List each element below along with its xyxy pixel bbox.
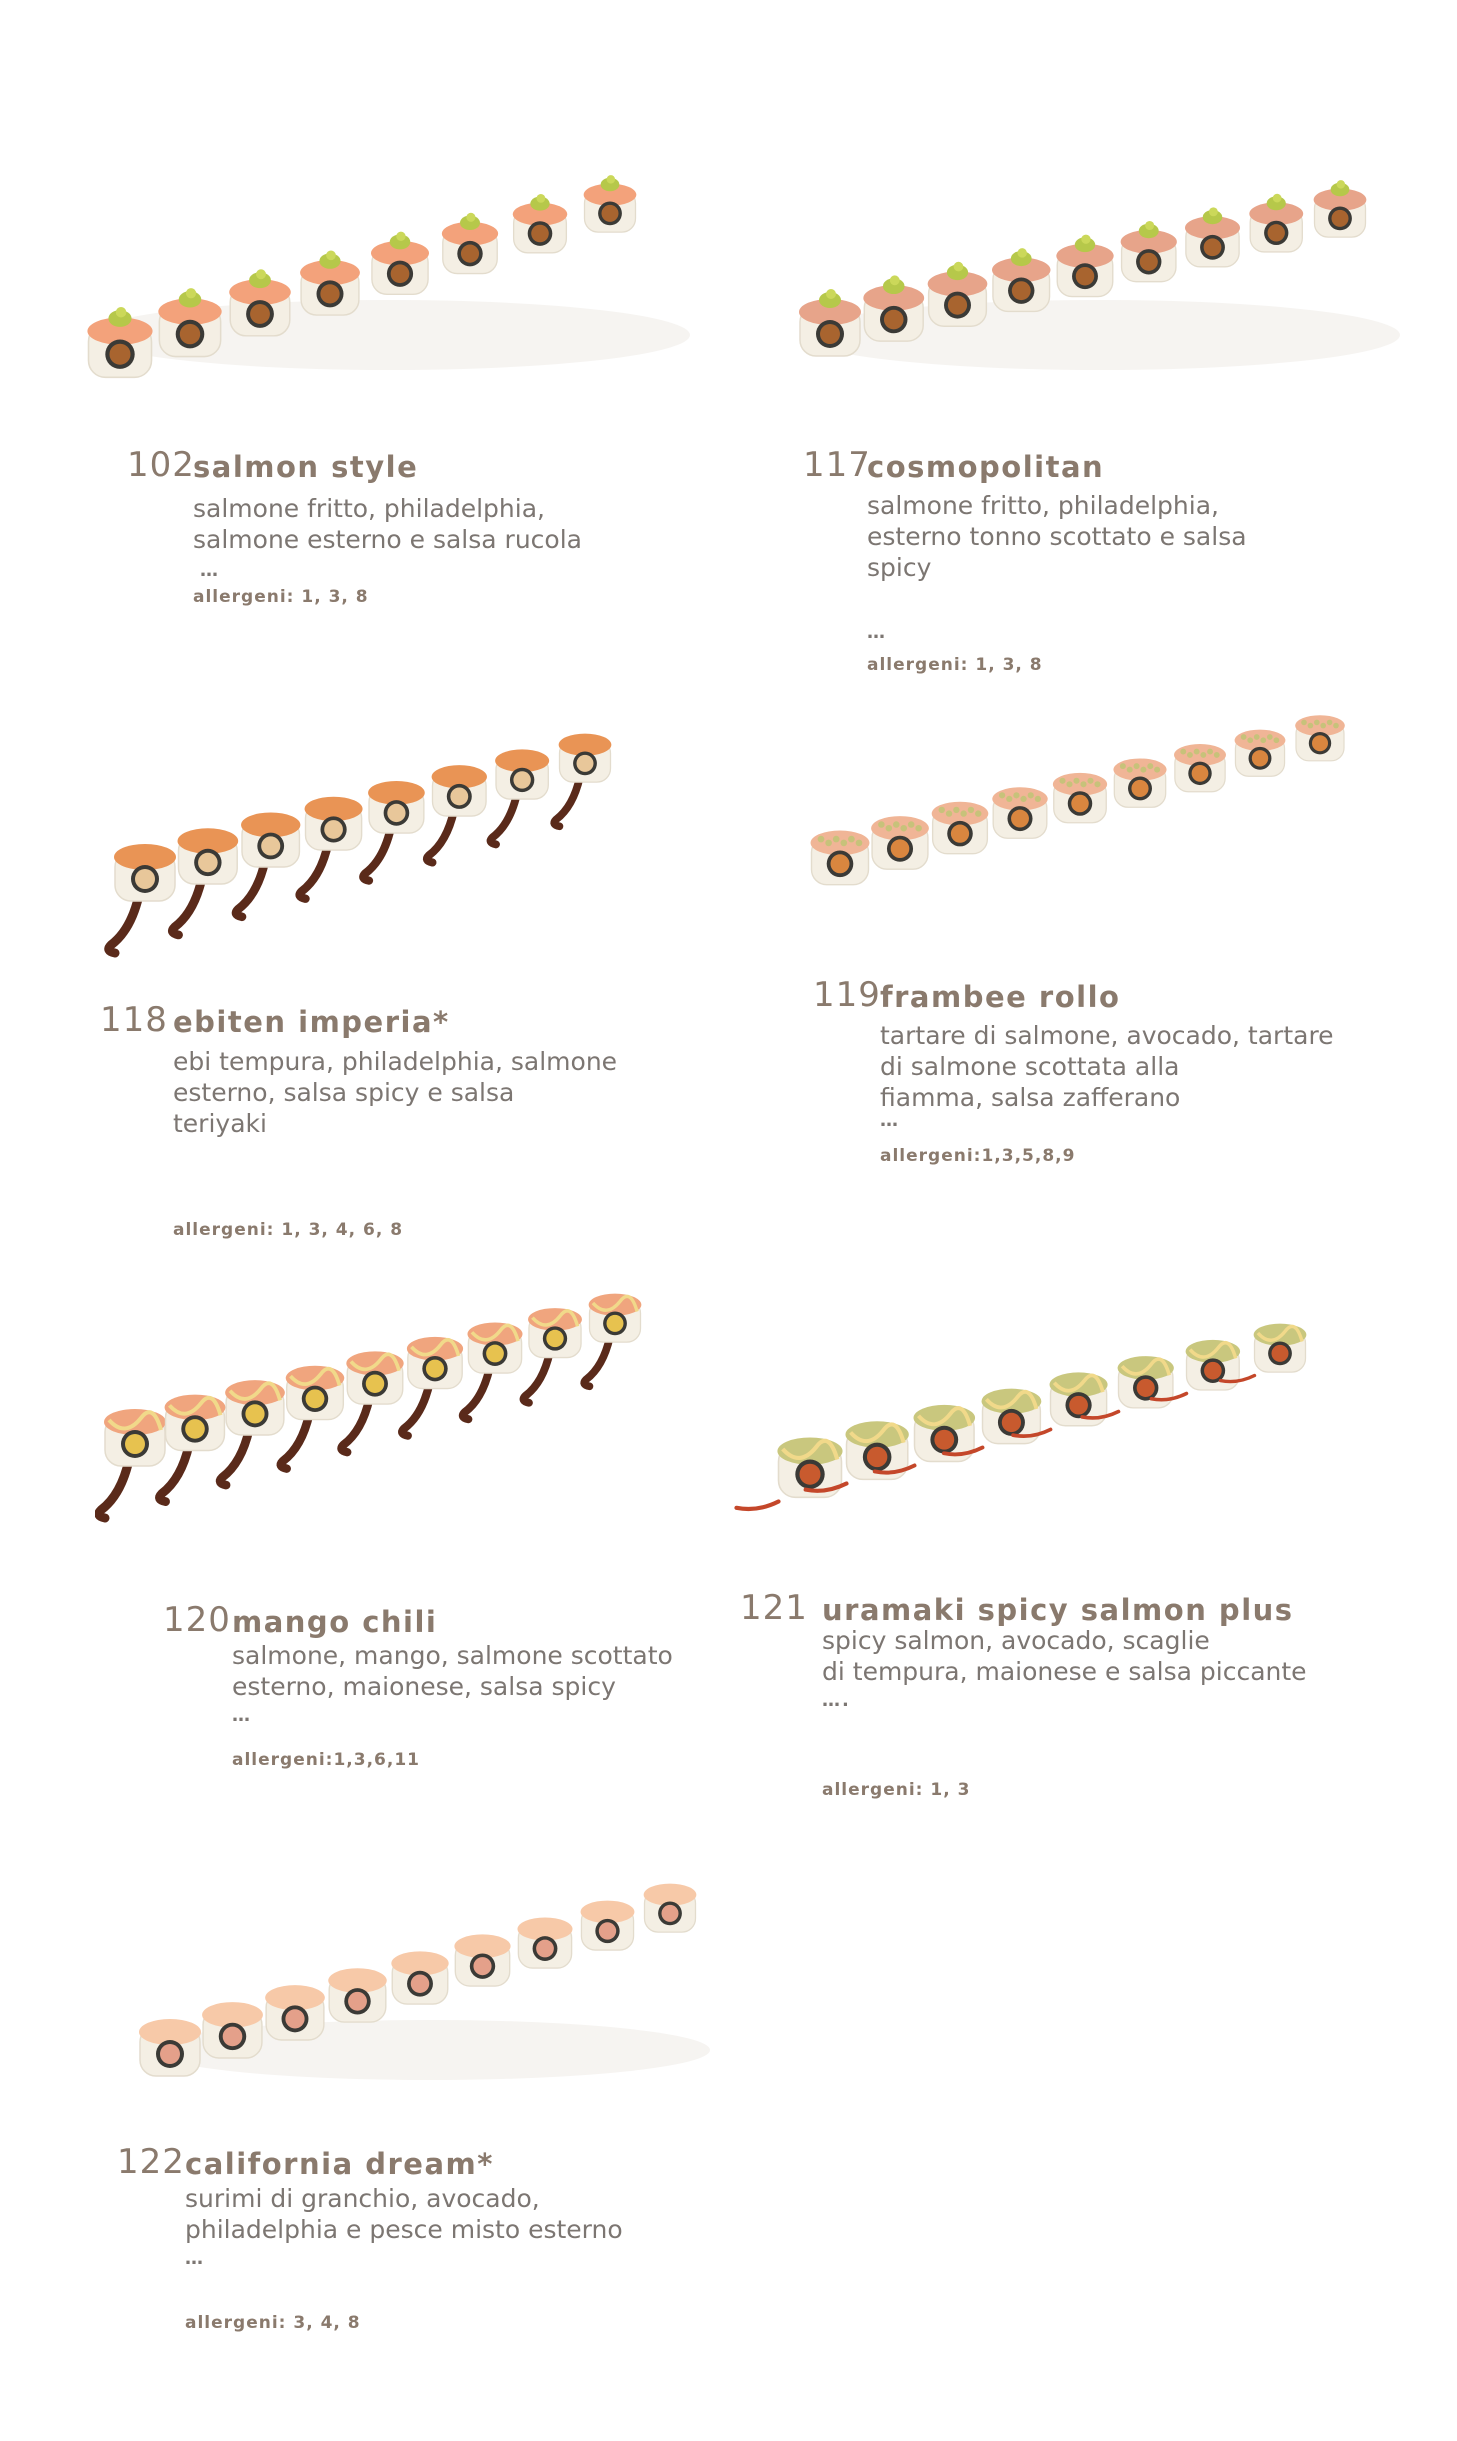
sushi-piece-icon	[1174, 744, 1226, 792]
item-description: spicy salmon, avocado, scaglie di tempura, maionese e salsa piccante	[822, 1626, 1307, 1686]
sushi-piece-icon	[524, 1308, 582, 1403]
item-name: uramaki spicy salmon plus	[822, 1593, 1294, 1627]
item-name: salmon style	[193, 450, 419, 484]
item-description: surimi di granchio, avocado, philadelphia e pesce misto esterno	[185, 2184, 623, 2244]
sushi-piece-icon	[463, 1322, 523, 1419]
item-number: 102	[127, 445, 195, 485]
sushi-piece-icon	[427, 765, 487, 862]
ellipsis: ….	[822, 1690, 851, 1711]
item-number: 120	[163, 1600, 231, 1640]
item-name: mango chili	[232, 1605, 438, 1639]
sushi-piece-icon	[139, 2019, 201, 2076]
ellipsis: …	[185, 2248, 205, 2269]
sushi-piece-icon	[1056, 235, 1113, 297]
sushi-piece-icon	[454, 1934, 510, 1986]
sushi-piece-icon	[402, 1337, 463, 1436]
ellipsis: …	[232, 1705, 252, 1726]
sushi-piece-icon	[1053, 773, 1107, 823]
sushi-piece-icon	[554, 734, 611, 827]
sushi-piece-icon	[1249, 194, 1303, 252]
sushi-piece-icon	[517, 1917, 572, 1968]
sushi-piece-icon	[300, 797, 363, 899]
roll-image-102	[70, 130, 690, 430]
sushi-piece-icon	[581, 1901, 635, 1951]
sushi-piece-icon	[1235, 730, 1286, 777]
sushi-piece-icon	[863, 275, 924, 341]
roll-image-120	[95, 1270, 695, 1600]
sushi-piece-icon	[992, 787, 1047, 838]
allergens-label: allergeni: 1, 3, 8	[867, 655, 1043, 675]
item-description: salmone fritto, philadelphia, salmone esterno e salsa rucola	[193, 494, 582, 554]
sushi-piece-icon	[300, 250, 360, 315]
item-name: california dream*	[185, 2147, 494, 2181]
item-name: frambee rollo	[880, 980, 1121, 1014]
sushi-piece-icon	[737, 1437, 843, 1509]
sushi-piece-icon	[391, 1951, 448, 2004]
roll-image-122	[130, 1840, 730, 2140]
allergens-label: allergeni:1,3,5,8,9	[880, 1146, 1076, 1166]
item-description: ebi tempura, philadelphia, salmone esterno, salsa spicy e salsa teriyaki	[173, 1047, 618, 1138]
allergens-label: allergeni:1,3,6,11	[232, 1750, 420, 1770]
sushi-piece-icon	[992, 248, 1051, 311]
sushi-piece-icon	[99, 1409, 166, 1518]
sushi-piece-icon	[491, 749, 550, 844]
sushi-piece-icon	[799, 289, 861, 356]
sushi-piece-icon	[1185, 207, 1240, 266]
sushi-piece-icon	[371, 232, 429, 295]
sushi-piece-icon	[158, 288, 221, 356]
sushi-piece-icon	[109, 844, 176, 953]
allergens-label: allergeni: 1, 3	[822, 1780, 971, 1800]
sushi-piece-icon	[281, 1366, 344, 1469]
sushi-piece-icon	[328, 1968, 387, 2022]
item-number: 119	[813, 975, 881, 1015]
sushi-piece-icon	[584, 1294, 641, 1387]
ellipsis: …	[867, 622, 887, 643]
item-number: 117	[803, 445, 871, 485]
allergens-label: allergeni: 1, 3, 4, 6, 8	[173, 1220, 404, 1240]
roll-image-119	[780, 660, 1400, 960]
item-name: ebiten imperia*	[173, 1005, 450, 1039]
sushi-piece-icon	[341, 1351, 403, 1452]
item-number: 118	[100, 1000, 168, 1040]
item-description: salmone, mango, salmone scottato esterno, maionese, salsa spicy	[232, 1641, 673, 1701]
sushi-piece-icon	[265, 1985, 325, 2040]
item-name: cosmopolitan	[867, 450, 1105, 484]
sushi-piece-icon	[513, 194, 567, 253]
sushi-piece-icon	[229, 269, 291, 336]
sushi-piece-icon	[1121, 221, 1177, 282]
roll-image-118	[70, 660, 690, 990]
roll-image-121	[720, 1280, 1400, 1580]
sushi-piece-icon	[159, 1395, 225, 1502]
allergens-label: allergeni: 3, 4, 8	[185, 2313, 361, 2333]
item-number: 121	[740, 1588, 808, 1628]
roll-image-117	[780, 130, 1400, 430]
sushi-piece-icon	[220, 1380, 285, 1485]
sushi-piece-icon	[811, 831, 870, 885]
allergens-label: allergeni: 1, 3, 8	[193, 587, 369, 607]
item-description: salmone fritto, philadelphia, esterno tonno scottato e salsa spicy	[867, 491, 1247, 582]
item-description: tartare di salmone, avocado, tartare di salmone scottata alla fiamma, salsa zafferano	[880, 1021, 1334, 1112]
sushi-piece-icon	[1113, 758, 1166, 807]
sushi-piece-icon	[584, 175, 637, 232]
sushi-piece-icon	[1295, 715, 1345, 761]
sushi-piece-icon	[172, 828, 238, 935]
sushi-piece-icon	[1314, 180, 1367, 237]
sushi-piece-icon	[932, 802, 989, 854]
sushi-piece-icon	[236, 812, 300, 916]
sushi-piece-icon	[928, 262, 988, 326]
sushi-piece-icon	[442, 213, 498, 274]
ellipsis: …	[200, 560, 220, 581]
sushi-piece-icon	[202, 2002, 263, 2058]
sushi-piece-icon	[644, 1884, 697, 1932]
ellipsis: …	[880, 1110, 900, 1131]
sushi-piece-icon	[871, 816, 929, 869]
sushi-piece-icon	[363, 781, 424, 881]
item-number: 122	[117, 2142, 185, 2182]
